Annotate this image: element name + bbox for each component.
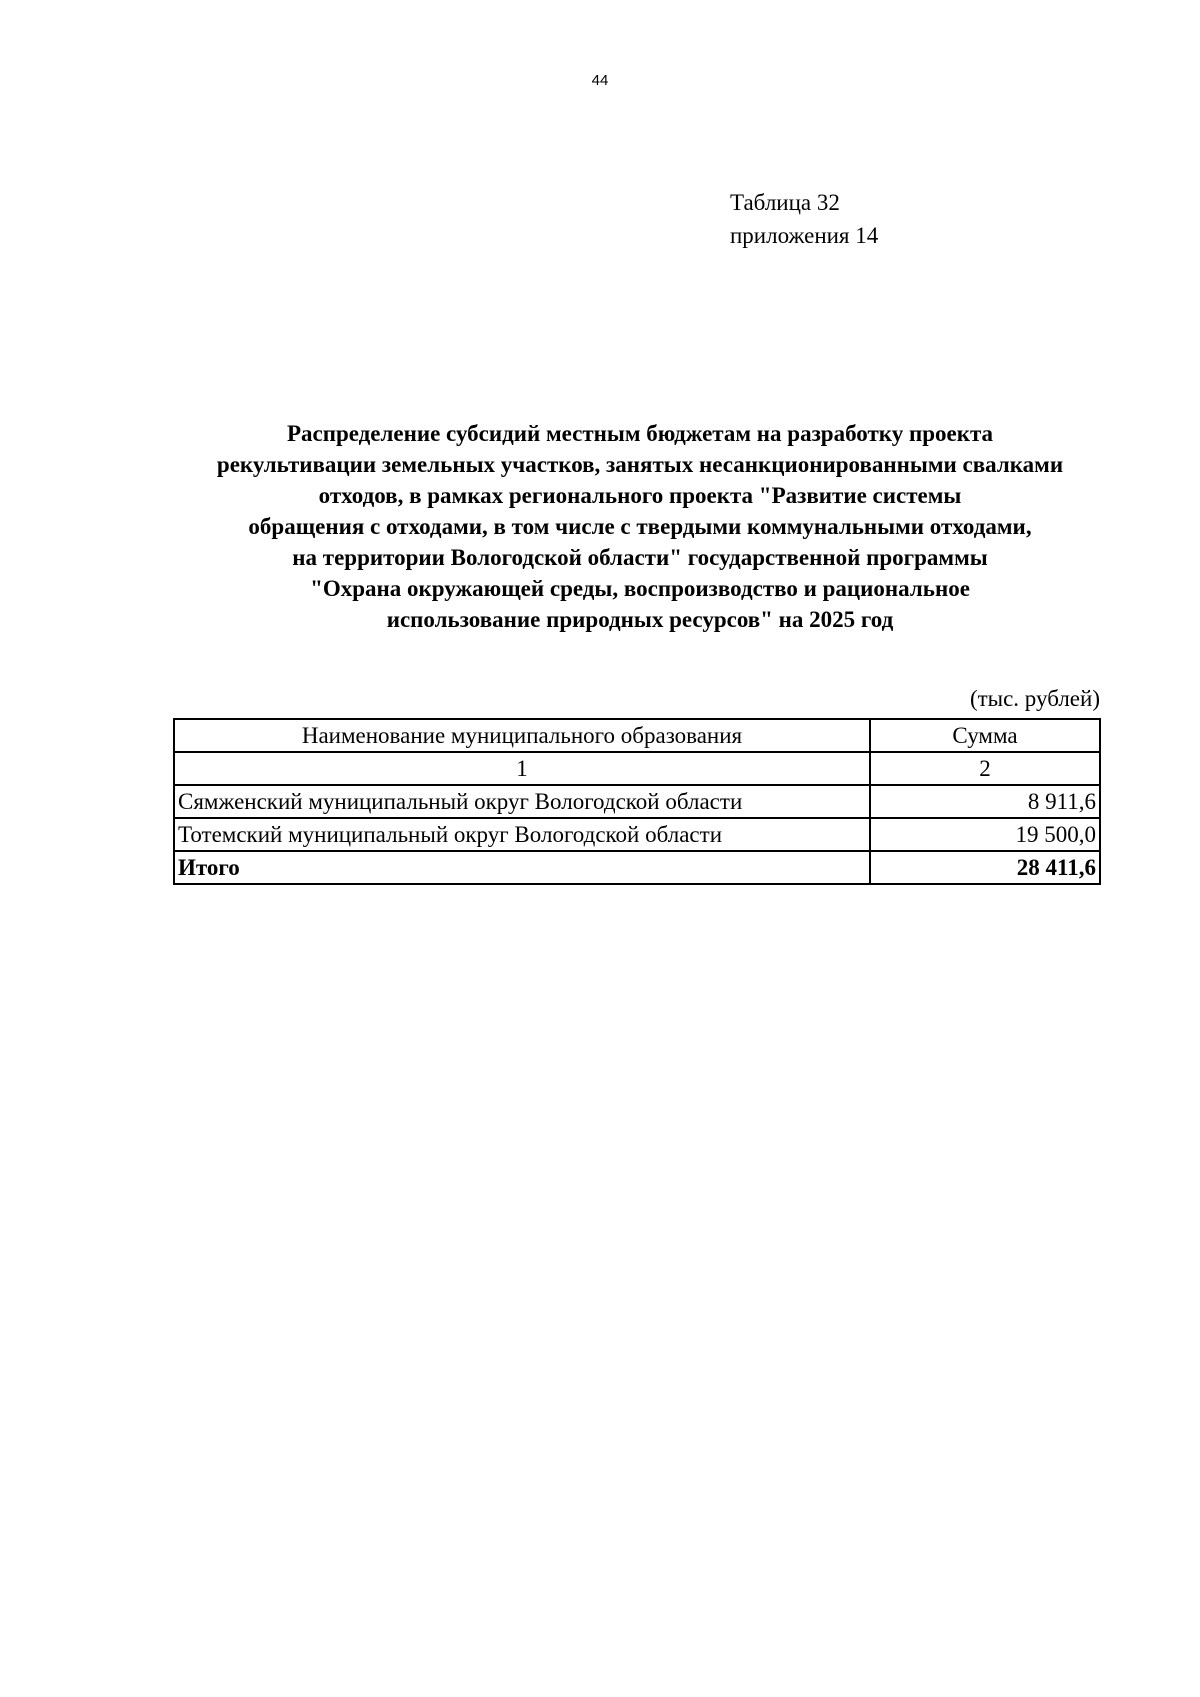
table-row <box>174 785 1100 818</box>
table-row <box>174 818 1100 851</box>
title-line: использование природных ресурсов" на 2025 год <box>386 607 894 632</box>
document-title <box>160 418 1120 635</box>
title-line: "Охрана окружающей среды, воспроизводство и рациональное <box>310 576 970 601</box>
title-line: отходов, в рамках регионального проекта "Развитие системы <box>318 483 962 508</box>
table-reference-line-2: приложения 14 <box>730 223 879 248</box>
column-number: 2 <box>870 752 1100 785</box>
table-header-row <box>174 719 1100 752</box>
subsidy-amount: 19 500,0 <box>870 818 1100 851</box>
municipality-name: Сямженский муниципальный округ Вологодской области <box>174 785 870 818</box>
title-line: обращения с отходами, в том числе с твердыми коммунальными отходами, <box>248 514 1032 539</box>
title-line: рекультивации земельных участков, занятых несанкционированными свалками <box>216 452 1064 477</box>
subsidy-table <box>173 718 1101 885</box>
municipality-name: Тотемский муниципальный округ Вологодской области <box>174 818 870 851</box>
page-number: 44 <box>591 72 609 89</box>
table-reference-line-1: Таблица 32 <box>730 190 840 215</box>
title-line: на территории Вологодской области" государственной программы <box>292 545 988 570</box>
subsidy-amount: 8 911,6 <box>870 785 1100 818</box>
column-number: 1 <box>174 752 870 785</box>
header-name: Наименование муниципального образования <box>174 719 870 752</box>
units-label: (тыс. рублей) <box>969 686 1100 711</box>
table-reference <box>730 186 878 252</box>
total-label: Итого <box>174 851 870 884</box>
total-row <box>174 851 1100 884</box>
title-line: Распределение субсидий местным бюджетам на разработку проекта <box>286 421 994 446</box>
column-number-row <box>174 752 1100 785</box>
header-sum: Сумма <box>870 719 1100 752</box>
total-amount: 28 411,6 <box>870 851 1100 884</box>
